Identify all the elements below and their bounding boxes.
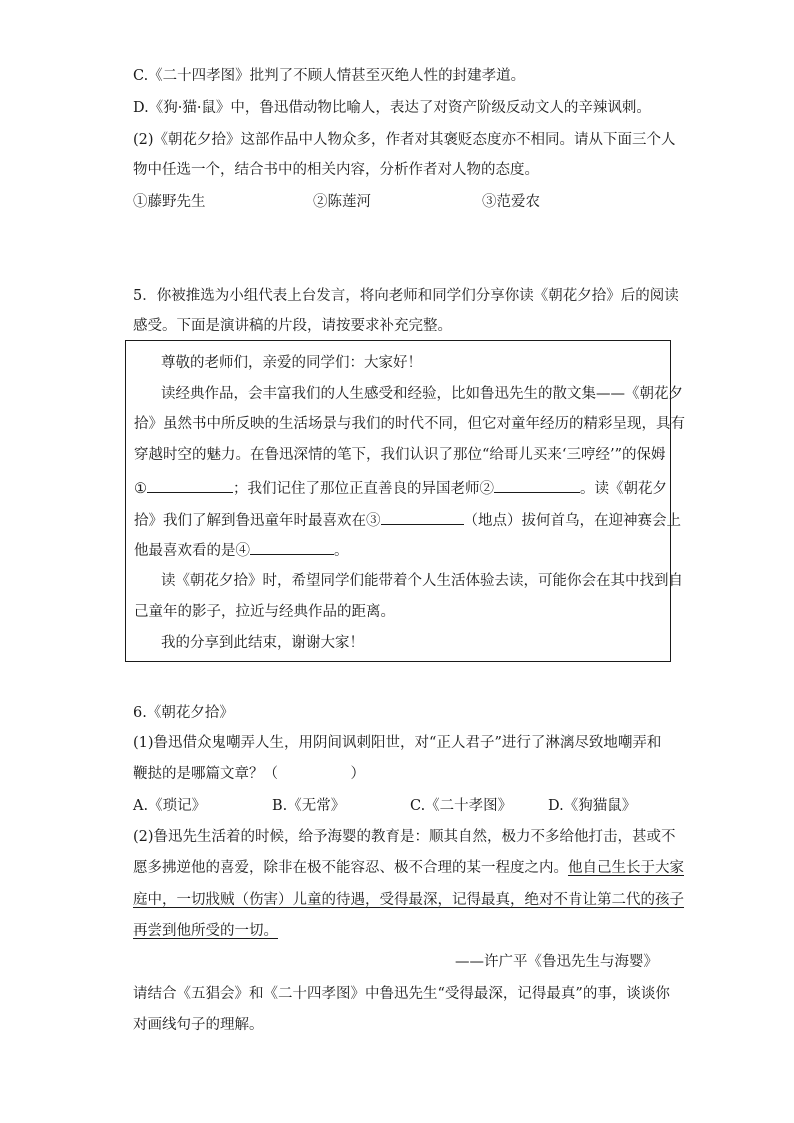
q6-option-d: D.《狗猫鼠》 bbox=[548, 798, 637, 814]
q6-sub1-line1: (1)鲁迅借众鬼嘲弄人生，用阴间讽刺阳世，对“正人君子”进行了淋漓尽致地嘲弄和 bbox=[133, 735, 662, 751]
q6-sub2-line2-plain: 愿多拂逆他的喜爱，除非在极不能容忍、极不合理的某一程度之内。 bbox=[133, 860, 568, 876]
q6-underlined-line4: 再尝到他所受的一切。 bbox=[133, 923, 278, 939]
q6-underlined-start: 他自己生长于大家 bbox=[568, 860, 684, 876]
q6-source-attribution: ——许广平《鲁迅先生与海婴》 bbox=[455, 954, 658, 970]
speech-p1-line2: 拾》虽然书中所反映的生活场景与我们的时代不同，但它对童年经历的精彩呈现，具有 bbox=[134, 416, 685, 432]
q4-sub2-line1: (2)《朝花夕拾》这部作品中人物众多，作者对其褒贬态度亦不相同。请从下面三个人 bbox=[133, 132, 676, 148]
speech-p1-line5-end: （地点）拔何首乌，在迎神赛会上 bbox=[463, 513, 681, 529]
blank-3-place[interactable] bbox=[381, 509, 464, 525]
q4-sub2-line2: 物中任选一个，结合书中的相关内容，分析作者对人物的态度。 bbox=[133, 162, 539, 178]
speech-p2-line2: 己童年的影子，拉近与经典作品的距离。 bbox=[134, 604, 395, 620]
speech-p1-line6-start: 他最喜欢看的是④ bbox=[134, 543, 250, 559]
q6-task-line2: 对画线句子的理解。 bbox=[133, 1017, 264, 1033]
speech-p2-line1: 读《朝花夕拾》时，希望同学们能带着个人生活体验去读，可能你会在其中找到自 bbox=[161, 573, 683, 589]
q5-line2: 感受。下面是演讲稿的片段，请按要求补充完整。 bbox=[133, 318, 452, 334]
blank-2-teacher[interactable] bbox=[494, 477, 580, 493]
speech-closing: 我的分享到此结束，谢谢大家！ bbox=[161, 635, 364, 651]
q4-option-c: C.《二十四孝图》批判了不顾人情甚至灭绝人性的封建孝道。 bbox=[133, 68, 526, 84]
speech-box bbox=[125, 340, 685, 662]
speech-p1-line4-end: 。读《朝花夕 bbox=[580, 481, 667, 497]
speech-p1-line4 bbox=[134, 477, 667, 499]
speech-p1-line6-end: 。 bbox=[334, 543, 349, 559]
q6-option-b: B.《无常》 bbox=[272, 798, 346, 814]
q6-sub1-line2: 鞭挞的是哪篇文章？（ ） bbox=[133, 766, 365, 782]
q6-task-line1: 请结合《五猖会》和《二十四孝图》中鲁迅先生“受得最深，记得最真”的事，谈谈你 bbox=[133, 986, 670, 1002]
q5-line1: 5．你被推选为小组代表上台发言，将向老师和同学们分享你读《朝花夕拾》后的阅读 bbox=[133, 288, 679, 304]
speech-p1-line1: 读经典作品，会丰富我们的人生感受和经验，比如鲁迅先生的散文集——《朝花夕 bbox=[161, 386, 683, 402]
q6-option-c: C.《二十孝图》 bbox=[410, 798, 513, 814]
speech-p1-line5 bbox=[134, 509, 681, 531]
q6-title: 6.《朝花夕拾》 bbox=[133, 705, 234, 721]
q6-sub2-line1: (2)鲁迅先生活着的时候，给予海婴的教育是：顺其自然，极力不多给他打击，甚或不 bbox=[133, 829, 676, 845]
speech-p1-line3: 穿越时空的魅力。在鲁迅深情的笔下，我们认识了那位“给哥儿买来‘三哼经’”的保姆 bbox=[134, 447, 666, 463]
speech-p1-line5-start: 拾》我们了解到鲁迅童年时最喜欢在③ bbox=[134, 513, 381, 529]
q4-choice-1: ①藤野先生 bbox=[133, 194, 206, 210]
speech-p1-line6 bbox=[134, 539, 349, 561]
blank-1-nanny[interactable] bbox=[147, 477, 233, 493]
blank-1-label: ① bbox=[134, 481, 147, 497]
q4-choice-2: ②陈莲河 bbox=[313, 194, 371, 210]
q6-sub2-line2 bbox=[133, 858, 684, 878]
q4-choice-3: ③范爱农 bbox=[482, 194, 540, 210]
speech-p1-line4-mid: ；我们记住了那位正直善良的异国老师② bbox=[233, 481, 494, 497]
q6-option-a: A.《琐记》 bbox=[133, 798, 207, 814]
blank-4-favorite[interactable] bbox=[250, 539, 334, 555]
q4-option-d: D.《狗·猫·鼠》中，鲁迅借动物比喻人，表达了对资产阶级反动文人的辛辣讽刺。 bbox=[133, 100, 651, 116]
q6-underlined-line3: 庭中，一切戕贼（伤害）儿童的待遇，受得最深，记得最真，绝对不肯让第二代的孩子 bbox=[133, 892, 684, 908]
speech-greeting: 尊敬的老师们，亲爱的同学们：大家好！ bbox=[161, 355, 422, 371]
